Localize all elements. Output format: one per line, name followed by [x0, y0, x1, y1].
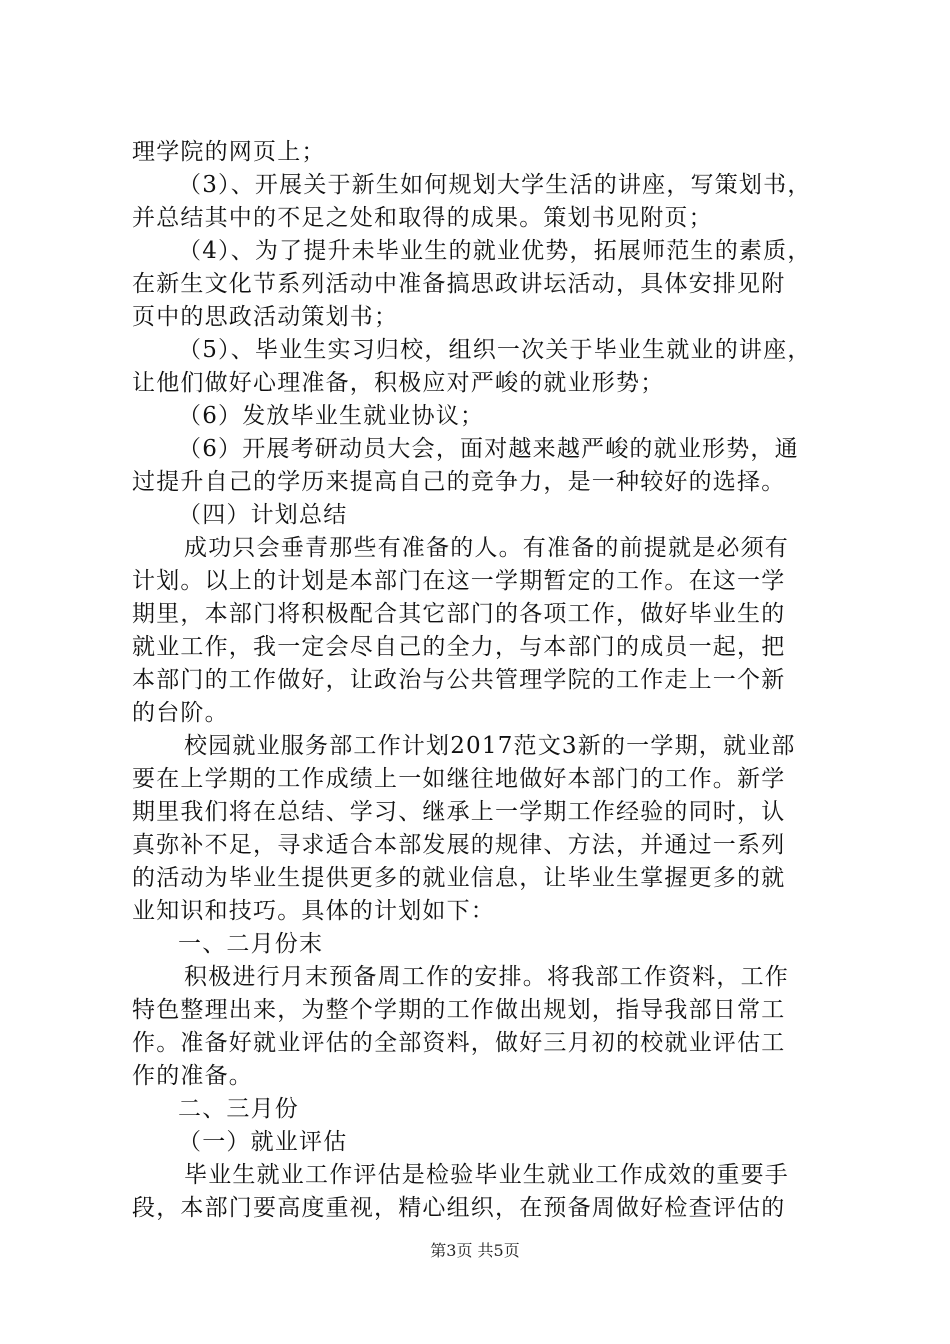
text-line: 业知识和技巧。具体的计划如下： — [132, 898, 495, 924]
text-line: 成功只会垂青那些有准备的人。有准备的前提就是必须有 — [184, 535, 789, 561]
text-line: 过提升自己的学历来提高自己的竞争力，是一种较好的选择。 — [132, 469, 786, 495]
text-line: 积极进行月末预备周工作的安排。将我部工作资料，工作 — [184, 964, 789, 990]
text-line: 并总结其中的不足之处和取得的成果。策划书见附页； — [132, 205, 713, 231]
text-line: 作的准备。 — [132, 1063, 253, 1089]
text-line: 计划。以上的计划是本部门在这一学期暂定的工作。在这一学 — [132, 568, 786, 594]
text-line: 作。准备好就业评估的全部资料，做好三月初的校就业评估工 — [132, 1030, 786, 1056]
section-heading: （四）计划总结 — [178, 502, 348, 528]
text-line: 的台阶。 — [132, 700, 229, 726]
text-line: 真弥补不足，寻求适合本部发展的规律、方法，并通过一系列 — [132, 832, 786, 858]
text-line: 本部门的工作做好，让政治与公共管理学院的工作走上一个新 — [132, 667, 786, 693]
text-line: 毕业生就业工作评估是检验毕业生就业工作成效的重要手 — [184, 1162, 789, 1188]
text-line: 期里，本部门将积极配合其它部门的各项工作，做好毕业生的 — [132, 601, 786, 627]
text-line: （5）、毕业生实习归校，组织一次关于毕业生就业的讲座， — [178, 337, 812, 363]
text-line: 段，本部门要高度重视，精心组织，在预备周做好检查评估的 — [132, 1195, 786, 1221]
text-line: 要在上学期的工作成绩上一如继往地做好本部门的工作。新学 — [132, 766, 786, 792]
text-line: （6）开展考研动员大会，面对越来越严峻的就业形势，通 — [178, 436, 799, 462]
section-heading: 二、三月份 — [178, 1096, 299, 1122]
text-line: 校园就业服务部工作计划2017范文3新的一学期，就业部 — [184, 733, 796, 759]
text-line: 的活动为毕业生提供更多的就业信息，让毕业生掌握更多的就 — [132, 865, 786, 891]
section-heading: 一、二月份末 — [178, 931, 324, 957]
text-line: （3）、开展关于新生如何规划大学生活的讲座，写策划书， — [178, 172, 812, 198]
text-line: （6）发放毕业生就业协议； — [178, 403, 485, 429]
text-line: 在新生文化节系列活动中准备搞思政讲坛活动，具体安排见附 — [132, 271, 786, 297]
page-footer: 第3页 共5页 — [430, 1241, 520, 1260]
section-heading: （一）就业评估 — [178, 1129, 348, 1155]
text-line: 理学院的网页上； — [132, 139, 326, 165]
text-line: （4）、为了提升未毕业生的就业优势，拓展师范生的素质， — [178, 238, 812, 264]
text-line: 期里我们将在总结、学习、继承上一学期工作经验的同时，认 — [132, 799, 786, 825]
text-line: 特色整理出来，为整个学期的工作做出规划，指导我部日常工 — [132, 997, 786, 1023]
text-line: 就业工作，我一定会尽自己的全力，与本部门的成员一起，把 — [132, 634, 786, 660]
text-line: 让他们做好心理准备，积极应对严峻的就业形势； — [132, 370, 665, 396]
text-line: 页中的思政活动策划书； — [132, 304, 399, 330]
